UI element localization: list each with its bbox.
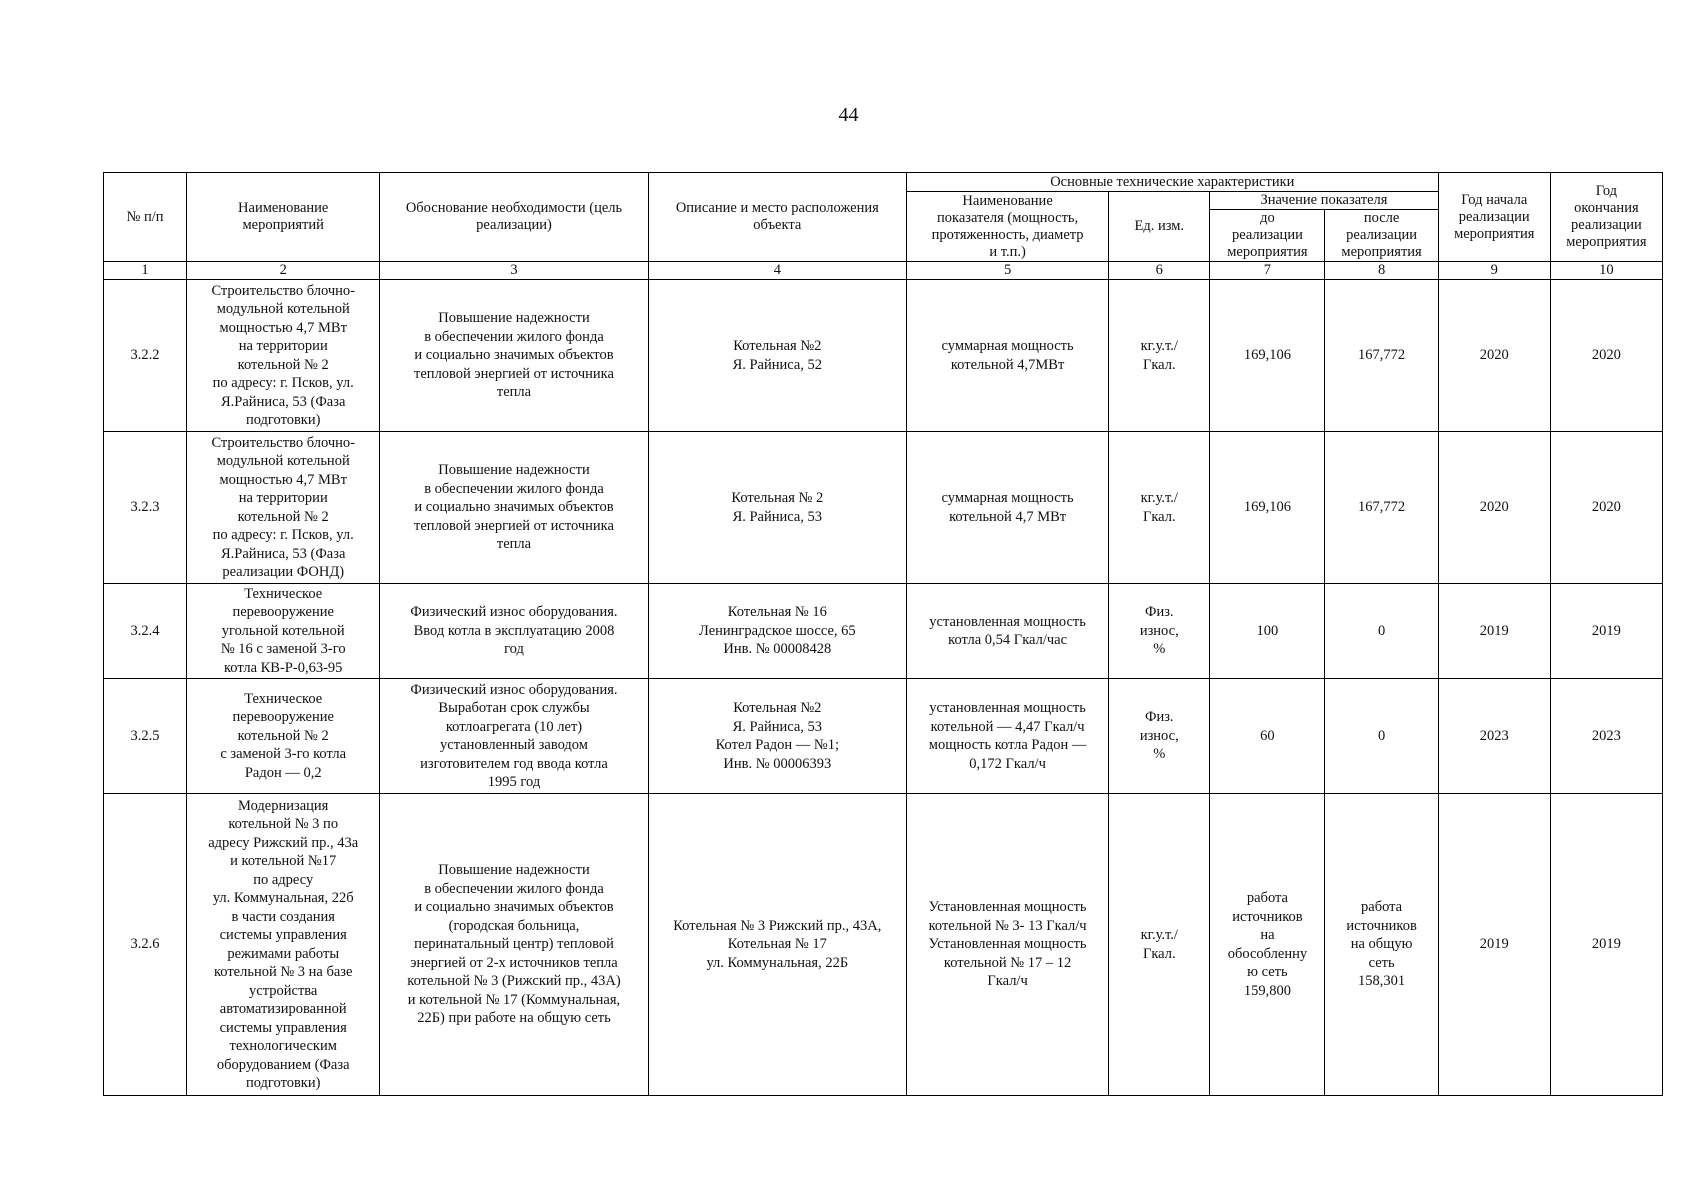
row-no: 3.2.2: [104, 280, 187, 432]
row-start-year: 2020: [1438, 280, 1550, 432]
row-justification: Повышение надежности в обеспечении жилого фонда и социально значимых объектов тепловой энергией от источника тепла: [380, 432, 648, 584]
row-end-year: 2023: [1550, 679, 1662, 794]
row-unit: Физ. износ, %: [1109, 679, 1210, 794]
row-indicator: установленная мощность котельной — 4,47 Гкал/ч мощность котла Радон — 0,172 Гкал/ч: [906, 679, 1108, 794]
table-row: [104, 794, 1663, 1096]
column-number: 1: [104, 262, 187, 280]
row-before: 100: [1210, 584, 1325, 679]
row-no: 3.2.6: [104, 794, 187, 1096]
row-description: Котельная №2 Я. Райниса, 52: [648, 280, 906, 432]
table-row: [104, 679, 1663, 794]
header-indicator-value: Значение показателя: [1210, 192, 1438, 210]
column-number: 9: [1438, 262, 1550, 280]
row-end-year: 2020: [1550, 280, 1662, 432]
row-after: 0: [1325, 679, 1438, 794]
column-number: 10: [1550, 262, 1662, 280]
row-after: 167,772: [1325, 280, 1438, 432]
row-start-year: 2019: [1438, 584, 1550, 679]
row-after: работа источников на общую сеть 158,301: [1325, 794, 1438, 1096]
row-before: 169,106: [1210, 432, 1325, 584]
row-justification: Физический износ оборудования. Выработан срок службы котлоагрегата (10 лет) установленный заводом изготовителем год ввода котла 1995 год: [380, 679, 648, 794]
row-start-year: 2019: [1438, 794, 1550, 1096]
measures-table: [103, 172, 1663, 1096]
header-unit: Ед. изм.: [1109, 192, 1210, 262]
row-start-year: 2023: [1438, 679, 1550, 794]
header-description: Описание и место расположения объекта: [648, 173, 906, 262]
table-row: [104, 584, 1663, 679]
header-after: после реализации мероприятия: [1325, 210, 1438, 262]
row-end-year: 2019: [1550, 584, 1662, 679]
row-no: 3.2.5: [104, 679, 187, 794]
table-header: [104, 173, 1663, 262]
row-end-year: 2019: [1550, 794, 1662, 1096]
row-before: 169,106: [1210, 280, 1325, 432]
row-description: Котельная №2 Я. Райниса, 53 Котел Радон — №1; Инв. № 00006393: [648, 679, 906, 794]
column-number-row: [104, 262, 1663, 280]
column-number: 5: [906, 262, 1108, 280]
row-before: 60: [1210, 679, 1325, 794]
row-description: Котельная № 3 Рижский пр., 43А, Котельная № 17 ул. Коммунальная, 22Б: [648, 794, 906, 1096]
row-before: работа источников на обособленну ю сеть 159,800: [1210, 794, 1325, 1096]
header-main-characteristics: Основные технические характеристики: [906, 173, 1438, 192]
row-justification: Повышение надежности в обеспечении жилого фонда и социально значимых объектов (городская больница, перинатальный центр) тепловой энергией от 2-х источников тепла котельной № 3 (Рижский пр., 43А) и котельной № 17 (Коммунальная, 22Б) при работе на общую сеть: [380, 794, 648, 1096]
row-name: Строительство блочно- модульной котельной мощностью 4,7 МВт на территории котельной № 2 по адресу: г. Псков, ул. Я.Райниса, 53 (Фаза подготовки): [187, 280, 380, 432]
header-name: Наименование мероприятий: [187, 173, 380, 262]
table-row: [104, 280, 1663, 432]
table-row: [104, 432, 1663, 584]
row-name: Техническое перевооружение котельной № 2 с заменой 3-го котла Радон — 0,2: [187, 679, 380, 794]
row-indicator: установленная мощность котла 0,54 Гкал/час: [906, 584, 1108, 679]
row-start-year: 2020: [1438, 432, 1550, 584]
row-after: 0: [1325, 584, 1438, 679]
row-justification: Повышение надежности в обеспечении жилого фонда и социально значимых объектов тепловой энергией от источника тепла: [380, 280, 648, 432]
column-number: 7: [1210, 262, 1325, 280]
row-indicator: суммарная мощность котельной 4,7МВт: [906, 280, 1108, 432]
row-indicator: суммарная мощность котельной 4,7 МВт: [906, 432, 1108, 584]
header-end-year: Год окончания реализации мероприятия: [1550, 173, 1662, 262]
row-unit: кг.у.т./ Гкал.: [1109, 794, 1210, 1096]
row-after: 167,772: [1325, 432, 1438, 584]
row-name: Модернизация котельной № 3 по адресу Рижский пр., 43а и котельной №17 по адресу ул. Коммунальная, 22б в части создания системы управления режимами работы котельной № 3 на базе устройства автоматизированной системы управления технологическим оборудованием (Фаза подготовки): [187, 794, 380, 1096]
row-description: Котельная № 2 Я. Райниса, 53: [648, 432, 906, 584]
row-justification: Физический износ оборудования. Ввод котла в эксплуатацию 2008 год: [380, 584, 648, 679]
column-number: 8: [1325, 262, 1438, 280]
column-number: 3: [380, 262, 648, 280]
row-unit: кг.у.т./ Гкал.: [1109, 432, 1210, 584]
column-number: 6: [1109, 262, 1210, 280]
row-end-year: 2020: [1550, 432, 1662, 584]
row-name: Техническое перевооружение угольной котельной № 16 с заменой 3-го котла КВ-Р-0,63-95: [187, 584, 380, 679]
page-number: 44: [838, 104, 859, 126]
row-no: 3.2.3: [104, 432, 187, 584]
header-before: до реализации мероприятия: [1210, 210, 1325, 262]
header-justification: Обоснование необходимости (цель реализации): [380, 173, 648, 262]
row-no: 3.2.4: [104, 584, 187, 679]
row-unit: кг.у.т./ Гкал.: [1109, 280, 1210, 432]
header-start-year: Год начала реализации мероприятия: [1438, 173, 1550, 262]
column-number: 4: [648, 262, 906, 280]
row-indicator: Установленная мощность котельной № 3- 13 Гкал/ч Установленная мощность котельной № 17 – 12 Гкал/ч: [906, 794, 1108, 1096]
column-number: 2: [187, 262, 380, 280]
row-unit: Физ. износ, %: [1109, 584, 1210, 679]
row-description: Котельная № 16 Ленинградское шоссе, 65 Инв. № 00008428: [648, 584, 906, 679]
header-indicator-name: Наименование показателя (мощность, протяженность, диаметр и т.п.): [906, 192, 1108, 262]
header-no: № п/п: [104, 173, 187, 262]
row-name: Строительство блочно- модульной котельной мощностью 4,7 МВт на территории котельной № 2 по адресу: г. Псков, ул. Я.Райниса, 53 (Фаза реализации ФОНД): [187, 432, 380, 584]
